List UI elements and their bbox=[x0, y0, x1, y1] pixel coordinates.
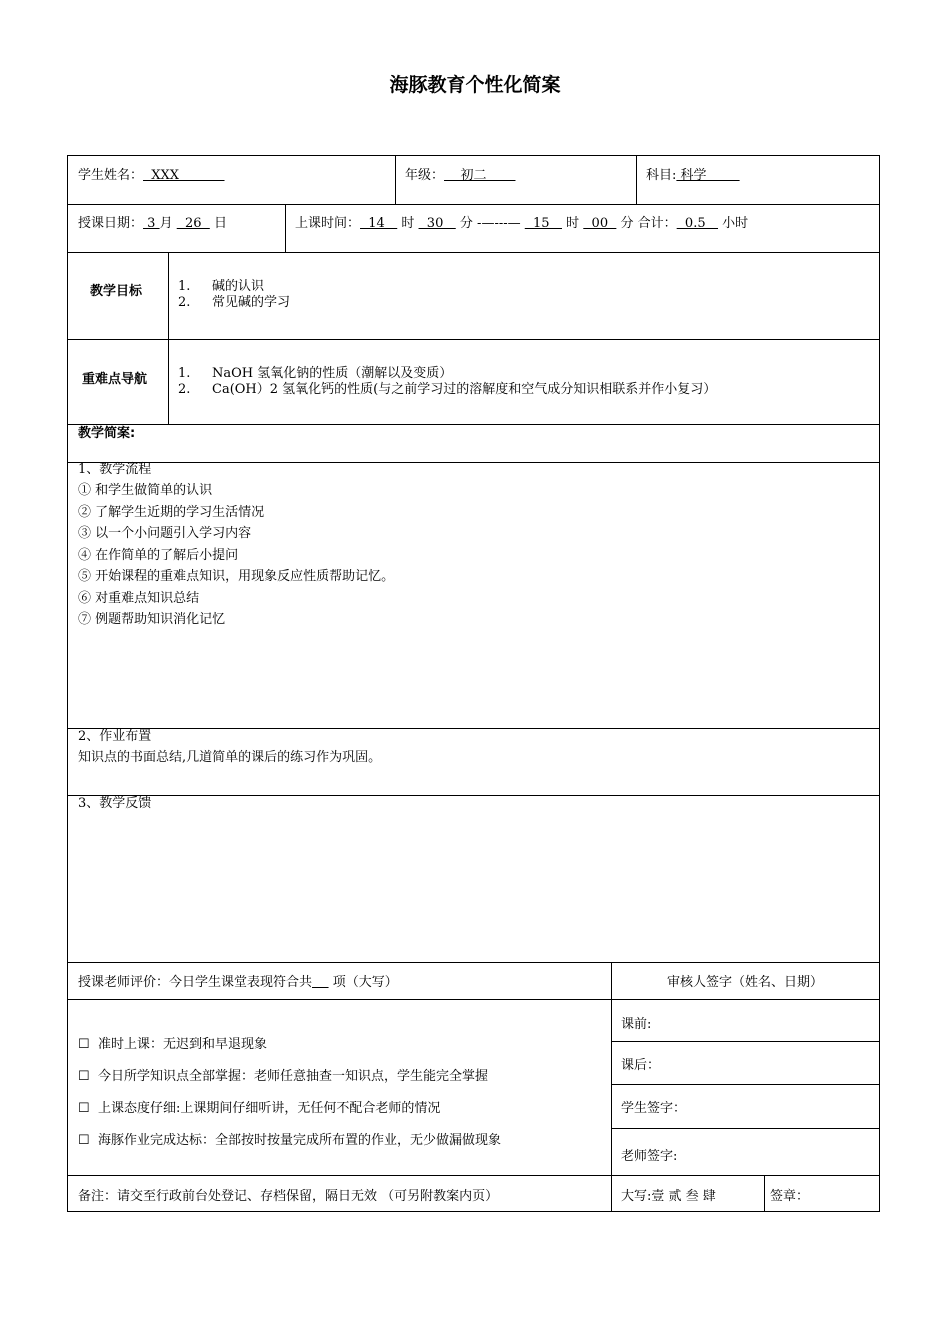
checkbox-icon[interactable]: ☐ bbox=[78, 1133, 90, 1148]
key-points-list bbox=[178, 366, 716, 398]
row-divider bbox=[68, 999, 879, 1000]
feedback-title: 3、教学反馈 bbox=[78, 796, 152, 811]
flow-step: ⑦ 例题帮助知识消化记忆 bbox=[78, 612, 226, 627]
row-divider bbox=[68, 1175, 879, 1176]
minute-unit: 分 bbox=[459, 216, 473, 231]
key-points-label: 重难点导航 bbox=[82, 372, 148, 387]
flow-step: ② 了解学生近期的学习生活情况 bbox=[78, 504, 265, 520]
flow-step: ⑥ 对重难点知识总结 bbox=[78, 590, 200, 606]
homework-title: 2、作业布置 bbox=[78, 729, 152, 744]
key-point-item: 2. Ca(OH）2 氢氧化钙的性质(与之前学习过的溶解度和空气成分知识相联系并作小复习） bbox=[178, 382, 717, 397]
row-divider bbox=[68, 339, 879, 340]
criterion-item: ☐ 上课态度仔细:上课期间仔细听讲，无任何不配合老师的情况 bbox=[78, 1101, 441, 1116]
row-divider bbox=[611, 1128, 879, 1129]
flow-step: ④ 在作简单的了解后小提问 bbox=[78, 547, 239, 563]
subject-value: 科学 bbox=[676, 168, 740, 183]
teaching-flow-title: 1、教学流程 bbox=[78, 462, 152, 477]
criterion-item: ☐ 今日所学知识点全部掌握：老师任意抽查一知识点，学生能完全掌握 bbox=[78, 1069, 489, 1084]
student-signature: 学生签字： bbox=[621, 1101, 687, 1116]
row-divider bbox=[611, 1084, 879, 1085]
class-date-label: 授课日期： bbox=[78, 216, 144, 231]
column-divider bbox=[168, 252, 169, 424]
end-minute-unit: 分 bbox=[620, 216, 634, 231]
end-minute: 00 bbox=[583, 216, 617, 231]
end-hour: 15 bbox=[524, 216, 562, 231]
month-unit: 月 bbox=[159, 216, 173, 231]
column-divider bbox=[636, 156, 637, 204]
checkbox-icon[interactable]: ☐ bbox=[78, 1037, 90, 1052]
grade-label: 年级： bbox=[405, 168, 445, 183]
evaluation-suffix: 项（大写） bbox=[332, 975, 398, 990]
teaching-flow-steps bbox=[78, 483, 394, 634]
lesson-plan-table bbox=[67, 155, 880, 1212]
evaluation-criteria bbox=[78, 1037, 501, 1165]
flow-step: ⑤ 开始课程的重难点知识，用现象反应性质帮助记忆。 bbox=[78, 569, 395, 584]
class-day: 26 bbox=[176, 216, 210, 231]
subject-label: 科目: bbox=[646, 168, 677, 183]
page-title: 海豚教育个性化简案 bbox=[389, 74, 561, 96]
uppercase-numerals: 大写:壹 贰 叁 肆 bbox=[621, 1189, 716, 1204]
flow-step: ③ 以一个小问题引入学习内容 bbox=[78, 526, 252, 541]
teaching-goals-list bbox=[178, 279, 290, 311]
class-time-field bbox=[295, 216, 748, 232]
start-hour: 14 bbox=[360, 216, 398, 231]
grade-field bbox=[405, 168, 515, 184]
sign-after-class: 课后： bbox=[621, 1058, 661, 1073]
row-divider bbox=[68, 252, 879, 253]
reviewer-signature-header: 审核人签字（姓名、日期） bbox=[666, 975, 823, 990]
total-unit: 小时 bbox=[722, 216, 749, 231]
sign-before-class: 课前: bbox=[621, 1017, 652, 1032]
teaching-goals-label: 教学目标 bbox=[90, 284, 143, 299]
row-divider bbox=[68, 795, 879, 796]
homework-text: 知识点的书面总结,几道简单的课后的练习作为巩固。 bbox=[78, 750, 382, 765]
row-divider bbox=[611, 1041, 879, 1042]
criterion-item: ☐ 准时上课：无迟到和早退现象 bbox=[78, 1037, 268, 1052]
footer-note: 备注：请交至行政前台处登记、存档保留，隔日无效 （可另附教案内页） bbox=[78, 1189, 499, 1204]
teacher-signature: 老师签字: bbox=[621, 1149, 678, 1164]
column-divider bbox=[285, 204, 286, 252]
row-divider bbox=[68, 462, 879, 463]
subject-field bbox=[646, 168, 740, 184]
seal-label: 签章： bbox=[770, 1189, 810, 1204]
start-minute: 30 bbox=[418, 216, 456, 231]
row-divider bbox=[68, 728, 879, 729]
row-divider bbox=[68, 962, 879, 963]
end-hour-unit: 时 bbox=[566, 216, 580, 231]
checkbox-icon[interactable]: ☐ bbox=[78, 1101, 90, 1116]
column-divider bbox=[611, 962, 612, 1211]
evaluation-count-blank bbox=[312, 975, 329, 990]
key-point-item: 1. NaOH 氢氧化钠的性质（潮解以及变质） bbox=[178, 366, 453, 381]
column-divider bbox=[395, 156, 396, 204]
checkbox-icon[interactable]: ☐ bbox=[78, 1069, 90, 1084]
lesson-plan-label: 教学简案: bbox=[78, 426, 136, 441]
total-hours: 0.5 bbox=[676, 216, 719, 231]
time-dash: -—---— bbox=[477, 216, 521, 231]
flow-step: ① 和学生做简单的认识 bbox=[78, 483, 213, 498]
evaluation-prefix: 授课老师评价：今日学生课堂表现符合共 bbox=[78, 975, 313, 990]
class-month: 3 bbox=[143, 216, 160, 231]
grade-value: 初二 bbox=[444, 168, 516, 183]
class-time-label: 上课时间： bbox=[295, 216, 361, 231]
day-unit: 日 bbox=[213, 216, 227, 231]
column-divider bbox=[764, 1175, 765, 1211]
class-date-field bbox=[78, 216, 227, 232]
total-label: 合计： bbox=[637, 216, 677, 231]
hour-unit: 时 bbox=[401, 216, 415, 231]
goal-item: 2. 常见碱的学习 bbox=[178, 295, 291, 310]
row-divider bbox=[68, 204, 879, 205]
criterion-item: ☐ 海豚作业完成达标：全部按时按量完成所布置的作业，无少做漏做现象 bbox=[78, 1133, 502, 1148]
student-name-value: XXX bbox=[143, 168, 225, 183]
student-name-label: 学生姓名： bbox=[78, 168, 144, 183]
row-divider bbox=[68, 424, 879, 425]
goal-item: 1. 碱的认识 bbox=[178, 279, 265, 294]
teacher-evaluation bbox=[78, 975, 398, 991]
student-name-field bbox=[78, 168, 225, 184]
